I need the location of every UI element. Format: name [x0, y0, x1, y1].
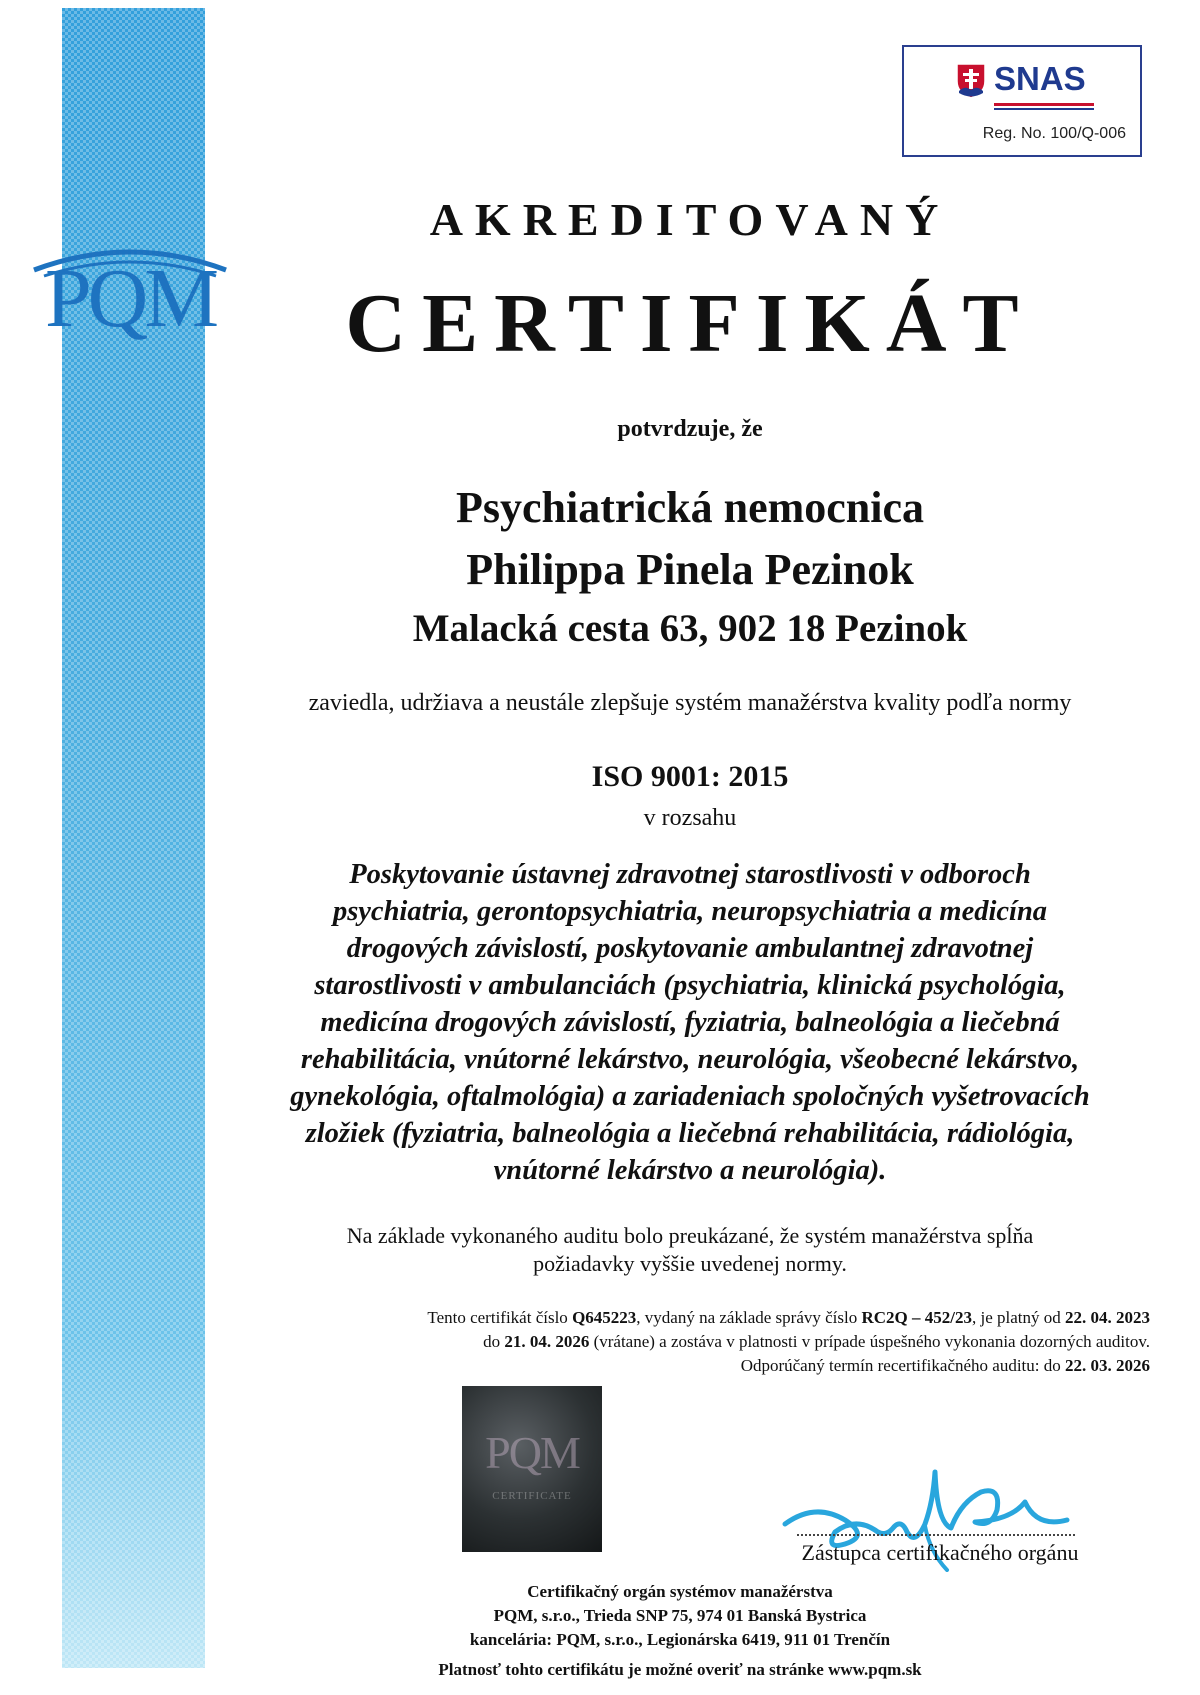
scope-line: medicína drogových závislostí, fyziatria, balneológia a liečebná — [320, 1007, 1060, 1038]
hologram-subtext: CERTIFICATE — [492, 1490, 572, 1502]
validity-line3: Odporúčaný termín recertifikačného auditu: do 22. 03. 2026 — [740, 1356, 1150, 1375]
signature-line — [797, 1534, 1075, 1536]
scope-line: rehabilitácia, vnútorné lekárstvo, neurológia, všeobecné lekárstvo, — [300, 1044, 1080, 1075]
snas-rule-blue — [994, 108, 1094, 110]
snas-rule-red — [994, 103, 1094, 106]
footer-certification-body: Certifikačný orgán systémov manažérstva — [527, 1582, 833, 1601]
recertification-date: 22. 03. 2026 — [1065, 1356, 1150, 1375]
scope-line: zložiek (fyziatria, balneológia a liečebná rehabilitácia, rádiológia, — [305, 1118, 1075, 1149]
validity-statement — [230, 1306, 1150, 1378]
hologram-logo-text: PQM — [485, 1427, 579, 1478]
snas-brand: SNAS — [994, 60, 1086, 97]
slovak-shield-icon — [956, 63, 986, 99]
footer-office: kancelária: PQM, s.r.o., Legionárska 6419, 911 01 Trenčín — [469, 1630, 891, 1649]
footer-verification: Platnosť tohto certifikátu je možné overiť na stránke www.pqm.sk — [438, 1660, 922, 1679]
title-certificate: CERTIFIKÁT — [345, 277, 1035, 370]
scope-line: psychiatria, gerontopsychiatria, neuropsychiatria a medicína — [332, 896, 1048, 927]
standard-name: ISO 9001: 2015 — [591, 760, 789, 793]
confirms-text: potvrdzuje, že — [617, 416, 763, 442]
valid-to-date: 21. 04. 2026 — [504, 1332, 590, 1351]
scope-line: drogových závislostí, poskytovanie ambulantnej zdravotnej — [346, 933, 1034, 964]
validity-line1: Tento certifikát číslo Q645223, vydaný na základe správy číslo RC2Q – 452/23, je platný od 22. 04. 2023 — [427, 1308, 1150, 1327]
audit-statement — [230, 1222, 1150, 1278]
organization-name-line2: Philippa Pinela Pezinok — [466, 545, 914, 594]
signatory-role: Zástupca certifikačného orgánu — [801, 1540, 1079, 1565]
hologram-seal — [462, 1386, 602, 1552]
scope-line: gynekológia, oftalmológia) a zariadeniach spoločných vyšetrovacích — [290, 1081, 1090, 1112]
range-label: v rozsahu — [643, 805, 737, 831]
scope-line: starostlivosti v ambulanciách (psychiatria, klinická psychológia, — [314, 970, 1066, 1001]
validity-line2: do 21. 04. 2026 (vrátane) a zostáva v platnosti v prípade úspešného vykonania dozorných auditov. — [483, 1332, 1150, 1351]
audit-line: Na základe vykonaného auditu bolo preukázané, že systém manažérstva spĺňa — [346, 1223, 1034, 1248]
title-accredited: AKREDITOVANÝ — [429, 194, 951, 245]
certificate-number: Q645223 — [572, 1308, 637, 1327]
accreditation-mark — [902, 45, 1142, 157]
organization-address: Malacká cesta 63, 902 18 Pezinok — [412, 607, 968, 650]
scope-text — [235, 856, 1145, 1189]
intro-statement: zaviedla, udržiava a neustále zlepšuje systém manažérstva kvality podľa normy — [308, 690, 1072, 716]
pqm-logo — [30, 240, 230, 350]
pqm-logo-text: PQM — [44, 252, 216, 345]
footer-address: PQM, s.r.o., Trieda SNP 75, 974 01 Banská Bystrica — [493, 1606, 867, 1625]
registration-number: Reg. No. 100/Q-006 — [982, 125, 1126, 142]
scope-line: Poskytovanie ústavnej zdravotnej starostlivosti v odboroch — [349, 859, 1031, 890]
valid-from-date: 22. 04. 2023 — [1065, 1308, 1150, 1327]
audit-line: požiadavky vyššie uvedenej normy. — [533, 1251, 847, 1276]
scope-line: vnútorné lekárstvo a neurológia). — [493, 1155, 887, 1186]
organization-name-line1: Psychiatrická nemocnica — [455, 483, 925, 532]
report-number: RC2Q – 452/23 — [861, 1308, 972, 1327]
